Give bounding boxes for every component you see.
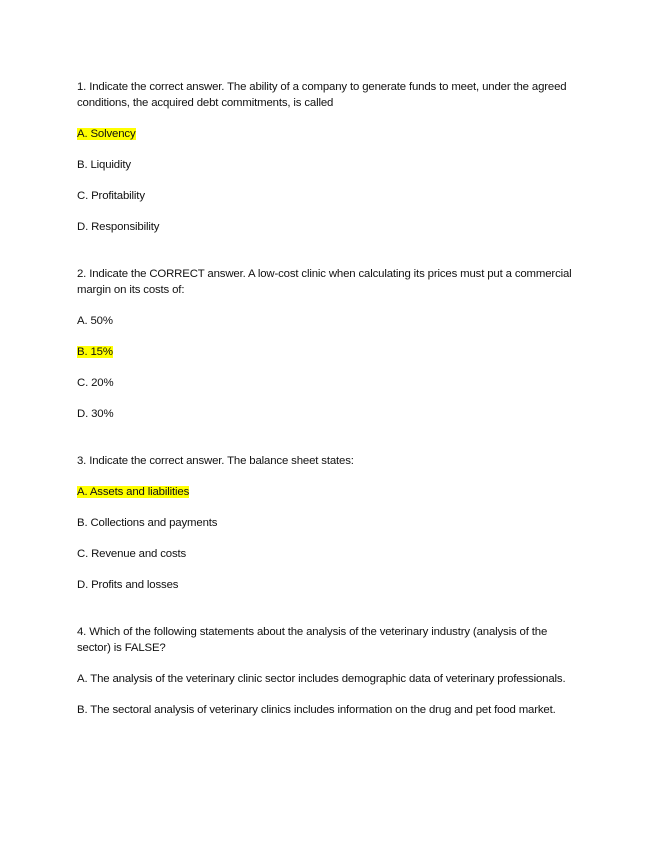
answer-option-a: A. 50% <box>77 315 113 327</box>
answer-option-b: B. Liquidity <box>77 159 131 171</box>
question-3 <box>77 453 575 593</box>
question-text: 2. Indicate the CORRECT answer. A low-cost clinic when calculating its prices must put a commercial margin on its costs of: <box>77 268 572 296</box>
answer-option-a <box>77 126 575 142</box>
answer-option-b <box>77 344 575 360</box>
answer-option-c: C. Revenue and costs <box>77 548 187 560</box>
question-text: 4. Which of the following statements about the analysis of the veterinary industry (analysis of the sector) is FALSE? <box>77 626 548 654</box>
question-text: 1. Indicate the correct answer. The ability of a company to generate funds to meet, under the agreed conditions, the acquired debt commitments, is called <box>77 81 567 109</box>
answer-option-d: D. Responsibility <box>77 221 160 233</box>
highlighted-answer: B. 15% <box>77 346 113 358</box>
answer-option-c: C. Profitability <box>77 190 145 202</box>
answer-option-a <box>77 484 575 500</box>
highlighted-answer: A. Assets and liabilities <box>77 486 190 498</box>
answer-option-b: B. Collections and payments <box>77 517 218 529</box>
answer-option-c: C. 20% <box>77 377 114 389</box>
question-text: 3. Indicate the correct answer. The balance sheet states: <box>77 455 354 467</box>
question-2 <box>77 266 575 422</box>
answer-option-d: D. 30% <box>77 408 114 420</box>
answer-option-a: A. The analysis of the veterinary clinic sector includes demographic data of veterinary professionals. <box>77 673 566 685</box>
question-4 <box>77 624 575 718</box>
answer-option-b: B. The sectoral analysis of veterinary clinics includes information on the drug and pet food market. <box>77 704 556 716</box>
question-1 <box>77 79 575 235</box>
highlighted-answer: A. Solvency <box>77 128 136 140</box>
answer-option-d: D. Profits and losses <box>77 579 179 591</box>
